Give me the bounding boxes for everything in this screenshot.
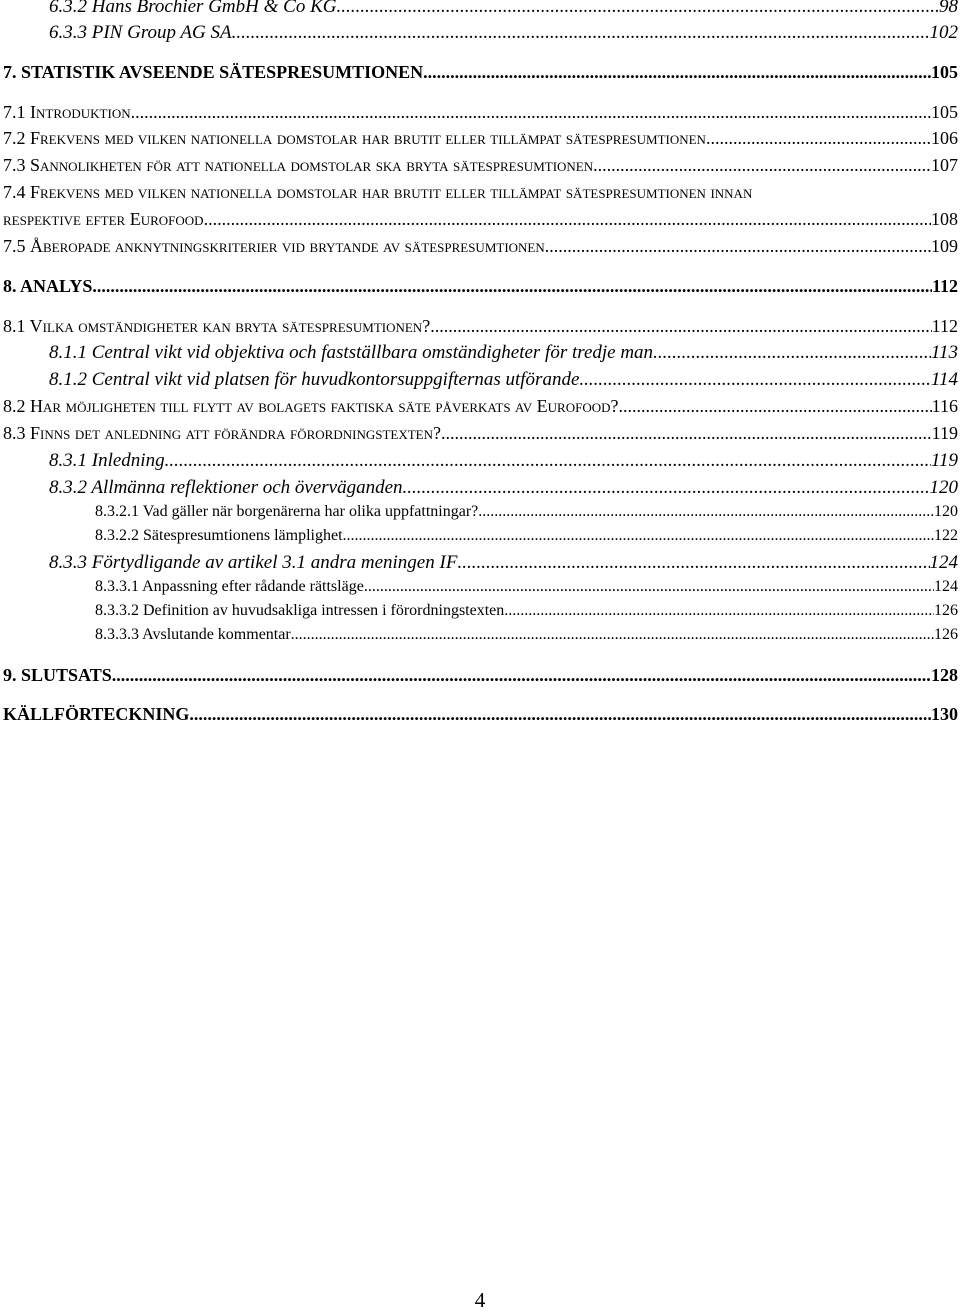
toc-entry (49, 552, 958, 574)
dot-leader (341, 0, 939, 18)
toc-entry-label: 8.3.2.1 Vad gäller när borgenärerna har olika uppfattningar? (95, 503, 479, 520)
toc-entry (3, 209, 958, 230)
toc-entry (3, 276, 958, 297)
toc-entry-page: 122 (934, 527, 958, 544)
dot-leader (403, 477, 930, 499)
toc-entry-label: 6.3.3 PIN Group AG SA. (49, 22, 237, 43)
dot-leader (478, 503, 934, 521)
toc-entry-page: 105 (931, 102, 958, 122)
dot-leader (189, 704, 931, 725)
toc-entry (95, 503, 958, 521)
toc-entry-label: 8.3.2.2 Sätespresumtionens lämplighet (95, 527, 343, 544)
toc-entry (49, 22, 958, 44)
toc-entry-label: 7.3 Sannolikheten för att nationella domstolar ska bryta sätespresumtionen (3, 155, 594, 175)
toc-entry-page: 120 (934, 503, 958, 520)
toc-entry-page: 102 (929, 22, 958, 43)
dot-leader (504, 602, 934, 620)
toc-entry-label: 7.4 Frekvens med vilken nationella domstolar har brutit eller tillämpat sätespresumtionen innan (3, 182, 753, 202)
toc-entry-label: 8.1.1 Central vikt vid objektiva och fastställbara omständigheter för tredje man (49, 342, 654, 363)
toc-entry-label: 7.5 Åberopade anknytningskriterier vid brytande av sätespresumtionen (3, 236, 545, 256)
toc-entry-label: 8.2 Har möjligheten till flytt av bolagets faktiska säte påverkats av Eurofood? (3, 396, 619, 416)
toc-entry (3, 155, 958, 176)
dot-leader (545, 236, 931, 257)
toc-entry-label: 6.3.2 Hans Brochier GmbH & Co KG. (49, 0, 342, 17)
dot-leader (204, 209, 931, 230)
toc-entry (49, 369, 958, 391)
toc-entry-page: 120 (929, 477, 958, 498)
dot-leader (92, 276, 932, 297)
toc-entry-page: 126 (934, 602, 958, 619)
toc-entry-page: 113 (930, 342, 958, 363)
toc-entry (3, 128, 958, 149)
dot-leader (441, 423, 932, 444)
toc-entry-label: 8.3.1 Inledning (49, 450, 165, 471)
toc-entry-page: 107 (931, 155, 958, 175)
toc-entry-label: respektive efter Eurofood (3, 209, 204, 229)
page-number: 4 (474, 1288, 486, 1312)
dot-leader (423, 62, 931, 83)
toc-entry (49, 342, 958, 364)
toc-entry (3, 236, 958, 257)
toc-entry (49, 450, 958, 472)
toc-entry (95, 527, 958, 545)
toc-entry-label: 8. ANALYS (3, 276, 93, 296)
dot-leader (343, 527, 934, 545)
toc-entry-label: 7.1 Introduktion (3, 102, 131, 122)
toc-entry (95, 578, 958, 596)
toc-entry-label: 8.3 Finns det anledning att förändra förordningstexten? (3, 423, 441, 443)
toc-entry-page: 105 (931, 62, 958, 82)
toc-entry-page: 119 (930, 450, 958, 471)
dot-leader (618, 396, 931, 417)
toc-entry-label: 8.3.3.1 Anpassning efter rådande rättsläge (95, 578, 364, 595)
toc-entry (95, 626, 958, 644)
toc-entry-page: 116 (931, 396, 958, 416)
dot-leader (593, 155, 931, 176)
toc-entry (95, 602, 958, 620)
dot-leader (131, 102, 931, 123)
dot-leader (291, 626, 934, 644)
toc-entry (3, 423, 958, 444)
toc-entry-page: 112 (931, 316, 958, 336)
dot-leader (706, 128, 931, 149)
toc-entry-label: 9. SLUTSATS (3, 665, 112, 685)
toc-entry-page: 109 (931, 236, 958, 256)
toc-entry (3, 102, 958, 123)
dot-leader (579, 369, 931, 391)
toc-entry-page: 98 (939, 0, 958, 17)
toc-entry-label: 8.3.3 Förtydligande av artikel 3.1 andra meningen IF (49, 552, 458, 573)
toc-entry (3, 704, 958, 725)
toc-entry-label: 8.3.2 Allmänna reflektioner och överväganden (49, 477, 403, 498)
toc-entry-page: 119 (931, 423, 958, 443)
toc-entry-page: 124 (929, 552, 958, 573)
dot-leader (165, 450, 931, 472)
dot-leader (430, 316, 931, 337)
dot-leader (364, 578, 934, 596)
toc-entry-line1 (3, 182, 958, 203)
dot-leader (236, 22, 929, 44)
toc-entry-page: 126 (934, 626, 958, 643)
dot-leader (653, 342, 931, 364)
toc-entry (3, 665, 958, 686)
toc-entry-label: 8.3.3.2 Definition av huvudsakliga intressen i förordningstexten (95, 602, 505, 619)
toc-entry-label: 8.1.2 Central vikt vid platsen för huvudkontorsuppgifternas utförande (49, 369, 580, 390)
toc-entry (3, 316, 958, 337)
dot-leader (112, 665, 931, 686)
toc-entry-label: 8.3.3.3 Avslutande kommentar (95, 626, 291, 643)
dot-leader (457, 552, 929, 574)
toc-entry-page: 124 (934, 578, 958, 595)
toc-entry (49, 0, 958, 18)
toc-entry-page: 128 (931, 665, 958, 685)
toc-entry-label: KÄLLFÖRTECKNING (3, 704, 190, 724)
toc-entry-page: 130 (931, 704, 958, 724)
toc-entry-page: 108 (931, 209, 958, 229)
toc-entry-page: 106 (931, 128, 958, 148)
toc-entry (3, 62, 958, 83)
toc-entry (3, 396, 958, 417)
toc-entry-label: 7. STATISTIK AVSEENDE SÄTESPRESUMTIONEN (3, 62, 424, 82)
toc-entry-page: 114 (930, 369, 958, 390)
toc-entry-label: 8.1 Vilka omständigheter kan bryta sätespresumtionen? (3, 316, 431, 336)
toc-entry (49, 477, 958, 499)
toc-entry-label: 7.2 Frekvens med vilken nationella domstolar har brutit eller tillämpat sätespresumtionen (3, 128, 706, 148)
toc-entry-page: 112 (931, 276, 958, 296)
